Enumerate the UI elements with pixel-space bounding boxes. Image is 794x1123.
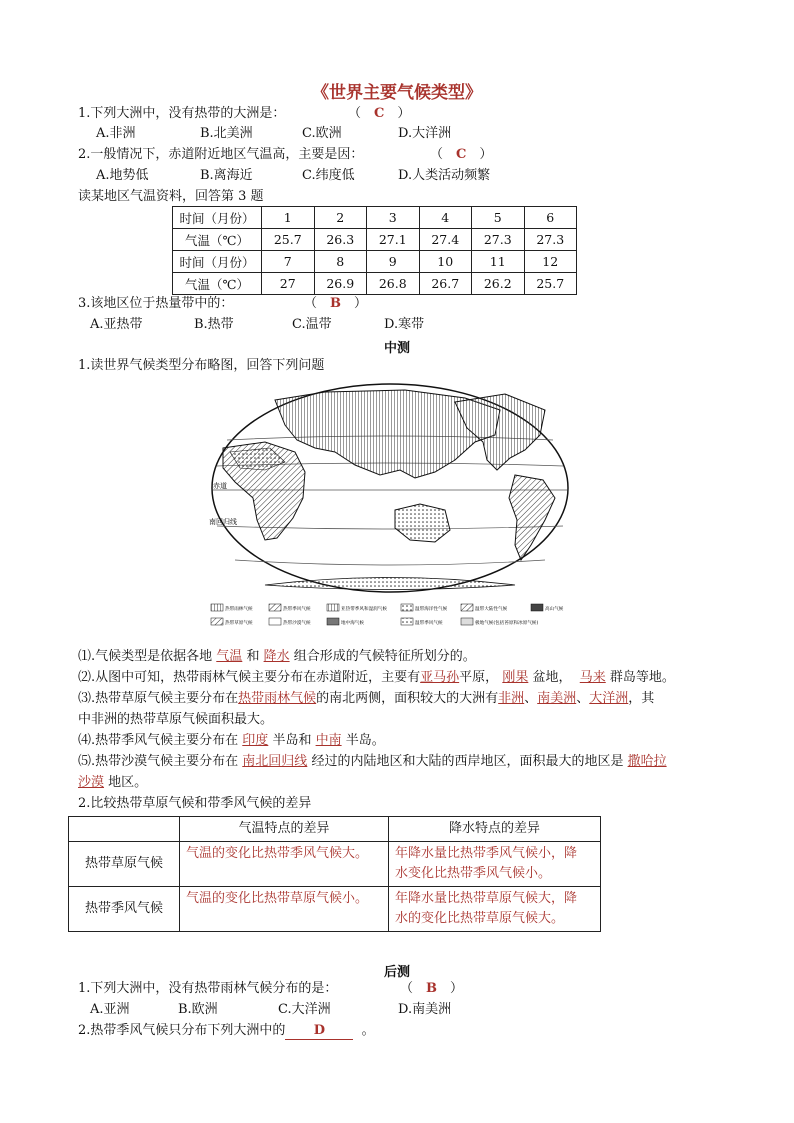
rain-line: 水变化比热带季风气候小。 xyxy=(395,866,552,881)
tropic-south-label: 南回归线 xyxy=(209,518,237,526)
option-b: B.离海近 xyxy=(200,168,253,183)
fill-text: 群岛等地。 xyxy=(609,670,675,685)
header-cell: 降水特点的差异 xyxy=(389,817,601,842)
rain-difference xyxy=(389,887,601,932)
option-c: C.欧洲 xyxy=(302,126,342,141)
table-header-row xyxy=(69,817,601,842)
legend-item: 热带季风气候 xyxy=(283,607,311,612)
fill-text: ⑸.热带沙漠气候主要分布在 xyxy=(78,754,239,769)
option-d: D.南美洲 xyxy=(398,1002,452,1017)
fill-question-1 xyxy=(78,649,476,665)
table-cell: 27.1 xyxy=(367,229,420,251)
table-cell: 27.3 xyxy=(524,229,577,251)
fill-answer: 气温 xyxy=(216,649,243,664)
table-row xyxy=(173,251,577,273)
table-cell: 11 xyxy=(472,251,525,273)
fill-answer: 南美洲 xyxy=(537,691,577,706)
legend-item: 温带海洋性气候 xyxy=(415,607,448,612)
equator-label: 赤道 xyxy=(213,482,227,490)
post-question-2-blank xyxy=(285,1023,353,1040)
header-cell xyxy=(69,817,180,842)
temp-difference: 气温的变化比热带草原气候小。 xyxy=(180,887,389,932)
fill-answer: 非洲 xyxy=(498,691,525,706)
fill-text: ⑴.气候类型是依据各地 xyxy=(78,649,213,664)
table-cell: 7 xyxy=(262,251,315,273)
question-1 xyxy=(78,106,285,122)
legend-item: 热带草原气候 xyxy=(225,621,253,626)
legend-item: 极地气候(包括苔原和冰原气候) xyxy=(475,621,539,626)
option-a: A.亚洲 xyxy=(90,1002,130,1017)
question-1-stem: 1.下列大洲中，没有热带的大洲是： xyxy=(78,106,286,121)
table-cell: 3 xyxy=(367,207,420,229)
section-heading-post: 后测 xyxy=(383,965,410,980)
fill-question-5 xyxy=(78,754,667,770)
table-cell: 26.9 xyxy=(314,273,367,295)
option-b: B.热带 xyxy=(194,317,234,332)
month-label: 时间（月份） xyxy=(173,251,262,273)
table-cell: 27.3 xyxy=(472,229,525,251)
rain-difference xyxy=(389,842,601,887)
rain-line: 水的变化比热带草原气候大。 xyxy=(395,911,565,926)
table-cell: 5 xyxy=(472,207,525,229)
fill-text: 盆地， xyxy=(532,670,572,685)
fill-text: 的南北两侧，面积较大的大洲有 xyxy=(316,691,499,706)
fill-text: 。 xyxy=(361,1023,375,1038)
table-cell: 6 xyxy=(524,207,577,229)
option-c: C.纬度低 xyxy=(302,168,355,183)
legend-item: 地中海气候 xyxy=(341,621,364,626)
comparison-table xyxy=(68,816,601,932)
option-b: B.欧洲 xyxy=(178,1002,218,1017)
option-d: D.寒带 xyxy=(384,317,425,332)
fill-answer: 刚果 xyxy=(502,670,529,685)
fill-text: 、 xyxy=(576,691,590,706)
rain-line: 年降水量比热带季风气候小，降 xyxy=(395,846,578,861)
option-c: C.大洋洲 xyxy=(278,1002,331,1017)
table-cell: 4 xyxy=(419,207,472,229)
legend-item: 温带大陆性气候 xyxy=(475,607,508,612)
fill-text: 经过的内陆地区和大陆的西岸地区，面积最大的地区是 xyxy=(311,754,624,769)
question-3-intro: 读某地区气温资料，回答第 3 题 xyxy=(78,189,264,204)
question-2-options xyxy=(96,168,490,184)
row-name: 热带季风气候 xyxy=(69,887,180,932)
fill-text: 、 xyxy=(524,691,538,706)
table-cell: 8 xyxy=(314,251,367,273)
temp-difference: 气温的变化比热带季风气候大。 xyxy=(180,842,389,887)
option-a: A.亚热带 xyxy=(90,317,143,332)
post-question-2 xyxy=(78,1023,375,1040)
table-cell: 26.7 xyxy=(419,273,472,295)
legend-item: 亚热带季风和湿润气候 xyxy=(341,607,387,612)
fill-question-2 xyxy=(78,670,675,686)
question-3-stem: 3.该地区位于热量带中的： xyxy=(78,296,234,311)
fill-text: ，其 xyxy=(628,691,655,706)
fill-answer: 印度 xyxy=(242,733,269,748)
table-row xyxy=(173,229,577,251)
section-heading-mid: 中测 xyxy=(383,341,410,356)
post-question-1-stem: 1.下列大洲中，没有热带雨林气候分布的是： xyxy=(78,981,338,996)
page-title: 《世界主要气候类型》 xyxy=(312,83,482,103)
legend-item: 温带季风气候 xyxy=(415,621,443,626)
question-1-options xyxy=(96,126,451,142)
header-cell: 气温特点的差异 xyxy=(180,817,389,842)
question-1-answer-box: （ C ） xyxy=(348,106,411,121)
fill-text: 半岛。 xyxy=(345,733,385,748)
fill-answer: 马来 xyxy=(579,670,606,685)
post-question-1-options xyxy=(90,1002,451,1018)
fill-answer: 撒哈拉 xyxy=(627,754,667,769)
month-label: 时间（月份） xyxy=(173,207,262,229)
fill-text: 平原， xyxy=(459,670,499,685)
mid-question-2: 2.比较热带草原气候和带季风气候的差异 xyxy=(78,796,312,811)
post-question-1-answer-box: （ B ） xyxy=(400,981,464,996)
fill-answer: 降水 xyxy=(263,649,290,664)
fill-answer: 大洋洲 xyxy=(589,691,629,706)
fill-answer: 沙漠 xyxy=(78,775,105,790)
table-cell: 27 xyxy=(262,273,315,295)
question-2-stem: 2.一般情况下，赤道附近地区气温高，主要是因： xyxy=(78,147,364,162)
question-2-answer-box: （ C ） xyxy=(430,147,493,162)
table-cell: 2 xyxy=(314,207,367,229)
post-question-1-answer: B xyxy=(426,981,438,996)
table-row xyxy=(173,273,577,295)
table-cell: 1 xyxy=(262,207,315,229)
table-cell: 26.3 xyxy=(314,229,367,251)
rain-line: 年降水量比热带草原气候大，降 xyxy=(395,891,578,906)
table-cell: 25.7 xyxy=(524,273,577,295)
table-cell: 26.2 xyxy=(472,273,525,295)
question-1-answer: C xyxy=(374,106,385,121)
table-cell: 12 xyxy=(524,251,577,273)
question-3-answer: B xyxy=(330,296,342,311)
post-question-2-answer: D xyxy=(313,1023,326,1038)
fill-text: ⑶.热带草原气候主要分布在 xyxy=(78,691,239,706)
table-cell: 27.4 xyxy=(419,229,472,251)
option-a: A.非洲 xyxy=(96,126,136,141)
temp-label: 气温（℃） xyxy=(173,229,262,251)
temperature-table xyxy=(172,206,577,295)
temp-label: 气温（℃） xyxy=(173,273,262,295)
fill-question-3-continued: 中非洲的热带草原气候面积最大。 xyxy=(78,712,274,727)
option-b: B.北美洲 xyxy=(200,126,253,141)
fill-text: ⑵.从图中可知，热带雨林气候主要分布在赤道附近，主要有 xyxy=(78,670,421,685)
fill-text: ⑷.热带季风气候主要分布在 xyxy=(78,733,239,748)
fill-question-3 xyxy=(78,691,654,707)
fill-answer: 南北回归线 xyxy=(242,754,308,769)
question-2-answer: C xyxy=(456,147,467,162)
fill-text: 和 xyxy=(246,649,260,664)
table-row xyxy=(173,207,577,229)
table-cell: 10 xyxy=(419,251,472,273)
fill-question-5-continued xyxy=(78,775,147,791)
world-climate-map xyxy=(205,380,575,640)
row-name: 热带草原气候 xyxy=(69,842,180,887)
fill-text: 半岛和 xyxy=(272,733,312,748)
option-c: C.温带 xyxy=(292,317,332,332)
question-3-options xyxy=(90,317,424,333)
fill-answer: 亚马孙 xyxy=(420,670,460,685)
fill-answer: 热带雨林气候 xyxy=(238,691,317,706)
fill-question-4 xyxy=(78,733,385,749)
question-3-answer-box: （ B ） xyxy=(304,296,368,311)
table-row xyxy=(69,842,601,887)
table-row xyxy=(69,887,601,932)
table-cell: 25.7 xyxy=(262,229,315,251)
table-cell: 26.8 xyxy=(367,273,420,295)
fill-text: 地区。 xyxy=(108,775,148,790)
legend-item: 高山气候 xyxy=(545,607,564,612)
fill-text: 组合形成的气候特征所划分的。 xyxy=(293,649,476,664)
option-a: A.地势低 xyxy=(96,168,149,183)
post-question-2-stem: 2.热带季风气候只分布下列大洲中的 xyxy=(78,1023,286,1038)
table-cell: 9 xyxy=(367,251,420,273)
option-d: D.人类活动频繁 xyxy=(398,168,491,183)
legend-item: 热带沙漠气候 xyxy=(283,621,311,626)
legend-item: 热带雨林气候 xyxy=(225,607,253,612)
mid-question-1: 1.读世界气候类型分布略图，回答下列问题 xyxy=(78,358,325,373)
fill-answer: 中南 xyxy=(315,733,342,748)
map-legend xyxy=(211,604,564,626)
option-d: D.大洋洲 xyxy=(398,126,452,141)
